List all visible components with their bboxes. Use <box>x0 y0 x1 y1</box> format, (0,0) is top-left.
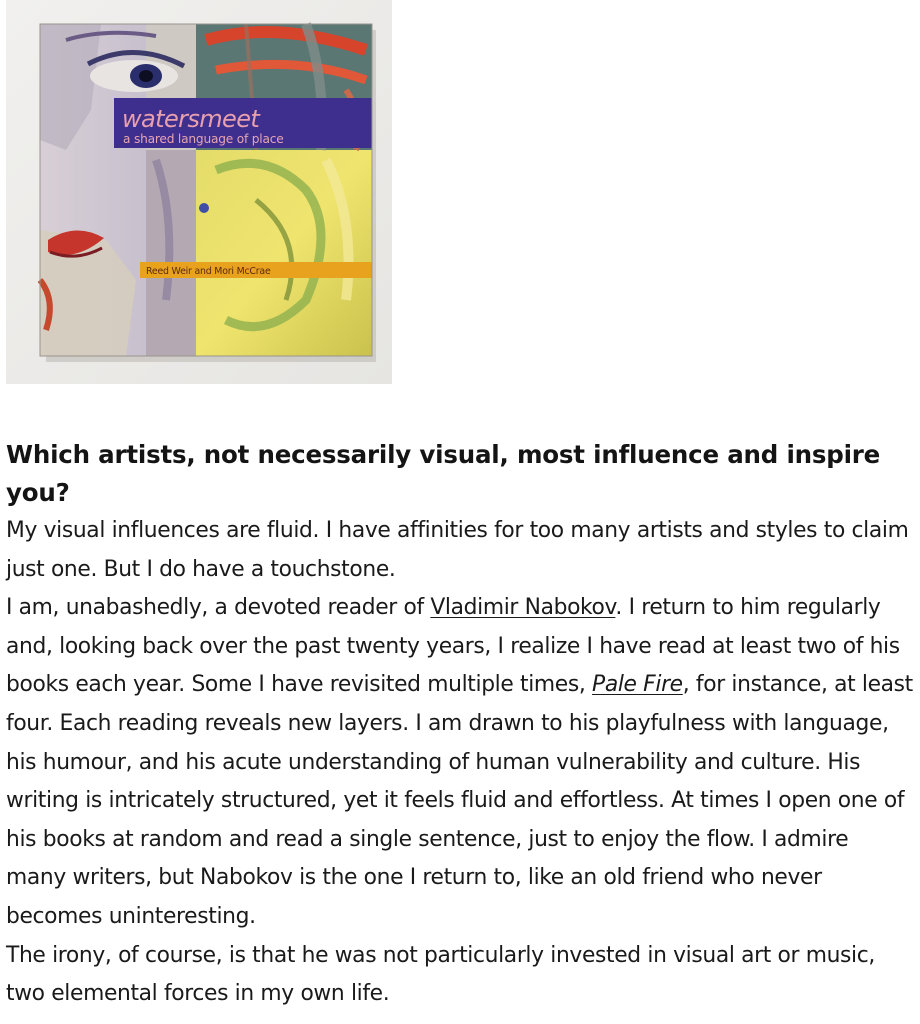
book-title: watersmeet <box>122 105 260 133</box>
book-subtitle: a shared language of place <box>123 132 284 146</box>
answer-paragraph-3: The irony, of course, is that he was not particularly invested in visual art or music, two elemental forces in my own life. <box>6 942 875 1007</box>
p2-middle-text: . I return to him regularly and, looking back over the past twenty years, I realize I have read at least two of his books each year. Some I have revisited multiple times, <box>6 595 900 698</box>
book-cover-art <box>40 24 372 356</box>
book-cover-photo <box>6 0 392 384</box>
answer-paragraph-2 <box>6 589 914 936</box>
answer-paragraph-1: My visual influences are fluid. I have affinities for too many artists and styles to claim just one. But I do have a touchstone. <box>6 518 909 582</box>
p2-intro-text: I am, unabashedly, a devoted reader of <box>6 595 431 621</box>
nabokov-link[interactable]: Vladimir Nabokov <box>430 595 616 621</box>
article-body <box>6 436 914 1014</box>
p2-end-text: , for instance, at least four. Each reading reveals new layers. I am drawn to his playfulness with language, his humour, and his acute understanding of human vulnerability and culture. His writing is intricately structured, yet it feels fluid and effortless. At times I open one of his books at random and read a single sentence, just to enjoy the flow. I admire many writers, but Nabokov is the one I return to, like an old friend who never becomes uninteresting. <box>6 672 913 929</box>
book-cover-image <box>6 0 392 384</box>
interview-question: Which artists, not necessarily visual, most influence and inspire you? <box>6 440 881 507</box>
book-authors: Reed Weir and Mori McCrae <box>146 266 271 277</box>
pale-fire-link[interactable]: Pale Fire <box>592 672 683 698</box>
